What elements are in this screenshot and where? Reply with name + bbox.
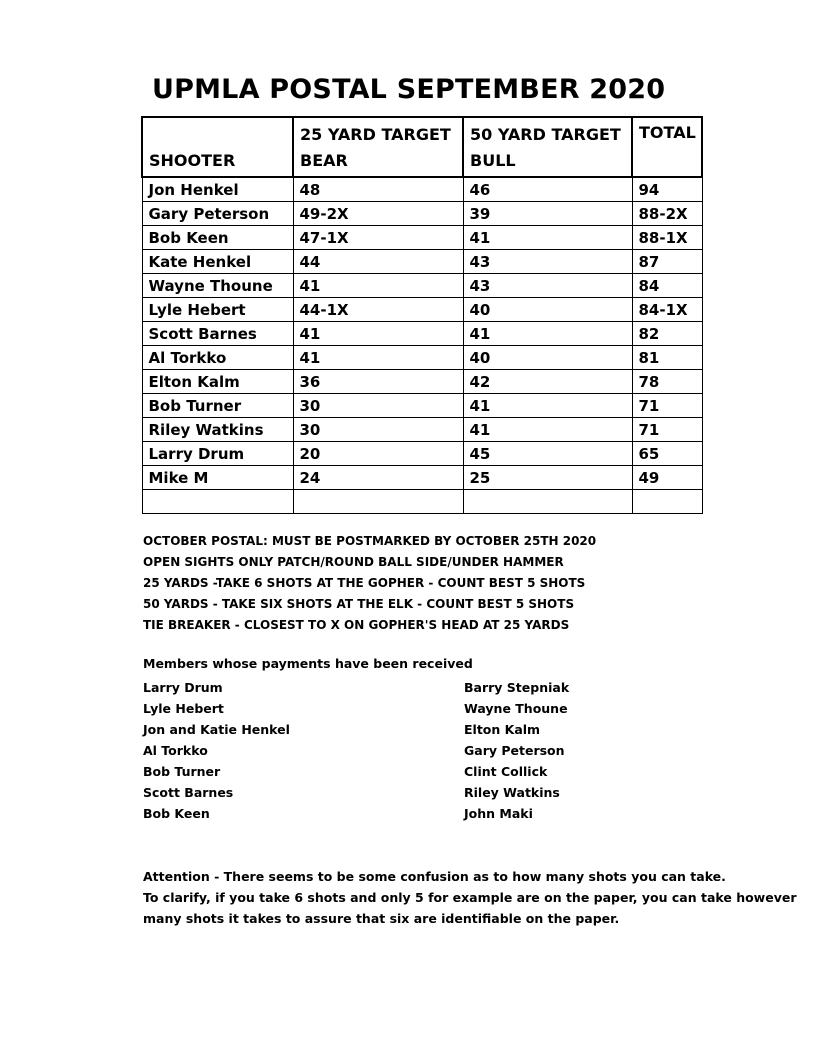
- cell-25-yard: 24: [293, 466, 463, 490]
- table-row: [142, 322, 702, 346]
- cell-25-yard: 36: [293, 370, 463, 394]
- cell-25-yard: 41: [293, 346, 463, 370]
- cell-shooter: Elton Kalm: [142, 370, 293, 394]
- member-name: Al Torkko: [143, 743, 208, 758]
- cell-shooter: Larry Drum: [142, 442, 293, 466]
- cell-50-yard: 42: [463, 370, 632, 394]
- cell-shooter: Lyle Hebert: [142, 298, 293, 322]
- cell-50-yard: 40: [463, 346, 632, 370]
- cell-total: 71: [632, 394, 702, 418]
- member-name: Gary Peterson: [464, 743, 565, 758]
- table-row: [142, 177, 702, 202]
- cell-total: 71: [632, 418, 702, 442]
- attention-note: [143, 866, 797, 929]
- member-name: John Maki: [464, 806, 533, 821]
- table-row: [142, 466, 702, 490]
- header-50-yard: [463, 117, 632, 177]
- cell-shooter: Wayne Thoune: [142, 274, 293, 298]
- cell-50-yard: 39: [463, 202, 632, 226]
- cell-25-yard: 30: [293, 418, 463, 442]
- cell-total: 84-1X: [632, 298, 702, 322]
- header-shooter: SHOOTER: [142, 117, 293, 177]
- table-row: [142, 346, 702, 370]
- scores-body: [142, 177, 702, 514]
- cell-shooter: Bob Turner: [142, 394, 293, 418]
- member-name: Scott Barnes: [143, 785, 234, 800]
- cell-50-yard: 46: [463, 177, 632, 202]
- cell-25-yard: 48: [293, 177, 463, 202]
- cell-total: 65: [632, 442, 702, 466]
- cell-25-yard: 41: [293, 322, 463, 346]
- page-title: UPMLA POSTAL SEPTEMBER 2020: [152, 74, 666, 105]
- member-name: Bob Turner: [143, 764, 221, 779]
- cell-shooter: Gary Peterson: [142, 202, 293, 226]
- cell-total: 87: [632, 250, 702, 274]
- cell-shooter: Jon Henkel: [142, 177, 293, 202]
- table-row: [142, 202, 702, 226]
- cell-25-yard: 49-2X: [293, 202, 463, 226]
- cell-total: 88-2X: [632, 202, 702, 226]
- header-25-yard-line1: 25 YARD TARGET: [300, 125, 451, 144]
- header-50-yard-line1: 50 YARD TARGET: [470, 125, 621, 144]
- cell-total: 82: [632, 322, 702, 346]
- table-row: [142, 250, 702, 274]
- table-row: [142, 418, 702, 442]
- cell-shooter: Bob Keen: [142, 226, 293, 250]
- note-line: 25 YARDS -TAKE 6 SHOTS AT THE GOPHER - COUNT BEST 5 SHOTS: [143, 576, 586, 590]
- table-row: [142, 442, 702, 466]
- cell-25-yard: 30: [293, 394, 463, 418]
- member-name: Clint Collick: [464, 764, 548, 779]
- postal-notes: [143, 531, 596, 636]
- cell-25-yard: 44-1X: [293, 298, 463, 322]
- cell-25-yard: 47-1X: [293, 226, 463, 250]
- cell-25-yard: 44: [293, 250, 463, 274]
- cell-50-yard: 41: [463, 322, 632, 346]
- table-row: [142, 274, 702, 298]
- cell-total: 49: [632, 466, 702, 490]
- cell-shooter: Al Torkko: [142, 346, 293, 370]
- cell-shooter: Kate Henkel: [142, 250, 293, 274]
- cell-shooter: Scott Barnes: [142, 322, 293, 346]
- member-name: Jon and Katie Henkel: [143, 722, 290, 737]
- cell-total: 94: [632, 177, 702, 202]
- cell-50-yard: 41: [463, 394, 632, 418]
- note-line: TIE BREAKER - CLOSEST TO X ON GOPHER'S HEAD AT 25 YARDS: [143, 618, 570, 632]
- cell-25-yard: [293, 490, 463, 514]
- header-50-yard-line2: BULL: [470, 151, 516, 170]
- note-line: OCTOBER POSTAL: MUST BE POSTMARKED BY OCTOBER 25TH 2020: [143, 534, 597, 548]
- cell-total: [632, 490, 702, 514]
- cell-shooter: Riley Watkins: [142, 418, 293, 442]
- member-name: Elton Kalm: [464, 722, 541, 737]
- member-name: Bob Keen: [143, 806, 210, 821]
- header-25-yard-line2: BEAR: [300, 151, 348, 170]
- cell-50-yard: [463, 490, 632, 514]
- members-list-right: [464, 677, 569, 824]
- member-name: Lyle Hebert: [143, 701, 224, 716]
- table-row: [142, 226, 702, 250]
- cell-50-yard: 41: [463, 418, 632, 442]
- members-heading: Members whose payments have been received: [143, 656, 473, 671]
- members-list-left: [143, 677, 290, 824]
- member-name: Barry Stepniak: [464, 680, 570, 695]
- member-name: Larry Drum: [143, 680, 223, 695]
- attention-line: To clarify, if you take 6 shots and only 5 for example are on the paper, you can take however: [143, 890, 797, 905]
- cell-50-yard: 45: [463, 442, 632, 466]
- table-header-row: [142, 117, 702, 177]
- cell-total: 88-1X: [632, 226, 702, 250]
- cell-total: 81: [632, 346, 702, 370]
- cell-25-yard: 20: [293, 442, 463, 466]
- table-row: [142, 394, 702, 418]
- header-total: TOTAL: [632, 117, 702, 177]
- header-25-yard: [293, 117, 463, 177]
- table-row: [142, 370, 702, 394]
- cell-shooter: Mike M: [142, 466, 293, 490]
- attention-line: Attention - There seems to be some confusion as to how many shots you can take.: [143, 869, 726, 884]
- member-name: Wayne Thoune: [464, 701, 568, 716]
- cell-50-yard: 40: [463, 298, 632, 322]
- attention-line: many shots it takes to assure that six are identifiable on the paper.: [143, 911, 620, 926]
- cell-50-yard: 41: [463, 226, 632, 250]
- table-row: [142, 490, 702, 514]
- note-line: OPEN SIGHTS ONLY PATCH/ROUND BALL SIDE/UNDER HAMMER: [143, 555, 564, 569]
- cell-total: 84: [632, 274, 702, 298]
- cell-50-yard: 43: [463, 250, 632, 274]
- member-name: Riley Watkins: [464, 785, 560, 800]
- cell-50-yard: 25: [463, 466, 632, 490]
- cell-25-yard: 41: [293, 274, 463, 298]
- cell-50-yard: 43: [463, 274, 632, 298]
- table-row: [142, 298, 702, 322]
- note-line: 50 YARDS - TAKE SIX SHOTS AT THE ELK - COUNT BEST 5 SHOTS: [143, 597, 575, 611]
- cell-total: 78: [632, 370, 702, 394]
- cell-shooter: [142, 490, 293, 514]
- scores-table: [141, 116, 703, 514]
